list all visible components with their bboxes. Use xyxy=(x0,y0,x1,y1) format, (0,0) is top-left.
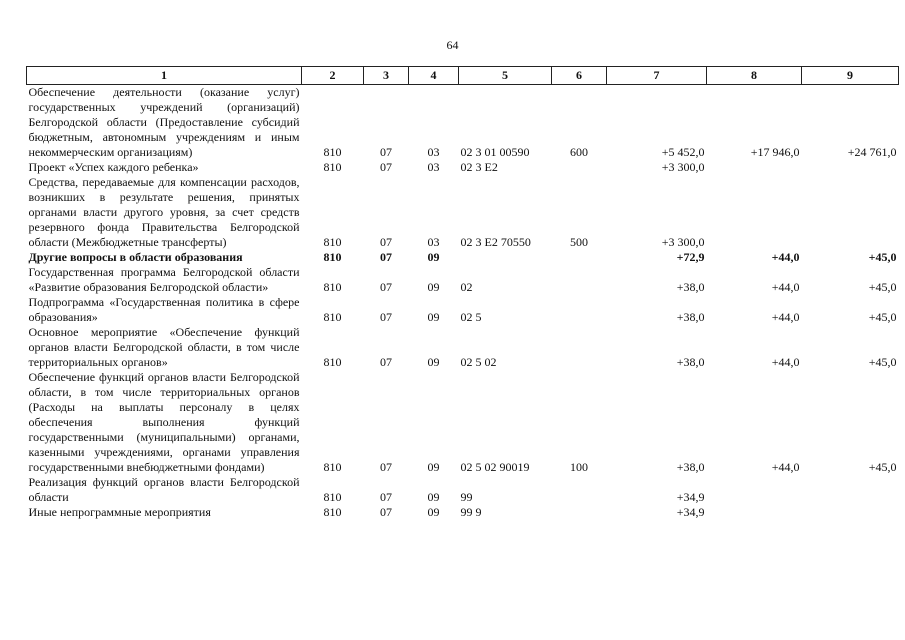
amount-year-3: +45,0 xyxy=(868,280,897,294)
expense-type-code xyxy=(552,265,607,295)
row-description: Другие вопросы в области образования xyxy=(28,250,243,264)
header-col-6: 6 xyxy=(552,67,607,85)
amount-year-3 xyxy=(802,505,899,520)
amount-year-2 xyxy=(707,175,802,250)
target-article-code: 02 3 E2 xyxy=(460,160,498,174)
subsection-code: 03 xyxy=(427,235,440,249)
table-row xyxy=(27,325,899,370)
table-row xyxy=(27,505,899,520)
table-row xyxy=(27,85,899,161)
target-article-code: 99 xyxy=(460,490,473,504)
target-article-code xyxy=(459,250,552,265)
expense-type-code: 100 xyxy=(570,460,588,474)
admin-code: 810 xyxy=(323,235,342,249)
section-code: 07 xyxy=(380,490,392,504)
amount-year-2: +44,0 xyxy=(771,250,800,264)
amount-year-3: +45,0 xyxy=(868,250,897,264)
row-description: Обеспечение функций органов власти Белгородской области, в том числе территориальных органов (Расходы на выплаты персоналу в целях обеспечения выполнения функций государственными (муниципальными) органами, казенными учреждениями, органами управления государственными внебюджетными фондами) xyxy=(28,370,300,474)
amount-year-2 xyxy=(707,505,802,520)
subsection-code: 09 xyxy=(427,250,440,264)
table-row xyxy=(27,475,899,505)
section-code: 07 xyxy=(380,235,392,249)
admin-code: 810 xyxy=(323,460,342,474)
table-header-row xyxy=(27,67,899,85)
table-row xyxy=(27,175,899,250)
amount-year-1: +3 300,0 xyxy=(661,235,705,249)
row-description: Проект «Успех каждого ребенка» xyxy=(28,160,199,174)
section-code: 07 xyxy=(380,505,392,519)
target-article-code: 02 5 xyxy=(460,310,482,324)
expense-type-code xyxy=(552,475,607,505)
amount-year-3: +45,0 xyxy=(868,460,897,474)
header-col-5: 5 xyxy=(459,67,552,85)
row-description: Иные непрограммные мероприятия xyxy=(28,505,211,519)
amount-year-3: +45,0 xyxy=(868,310,897,324)
expense-type-code: 500 xyxy=(570,235,588,249)
section-code: 07 xyxy=(380,145,392,159)
target-article-code: 02 5 02 90019 xyxy=(460,460,530,474)
header-col-7: 7 xyxy=(607,67,707,85)
admin-code: 810 xyxy=(323,160,342,174)
amount-year-2: +44,0 xyxy=(771,355,800,369)
amount-year-1: +38,0 xyxy=(676,280,705,294)
subsection-code: 09 xyxy=(427,505,440,519)
subsection-code: 09 xyxy=(427,355,440,369)
target-article-code: 02 xyxy=(460,280,473,294)
expense-type-code xyxy=(552,295,607,325)
amount-year-2: +17 946,0 xyxy=(750,145,800,159)
amount-year-3: +45,0 xyxy=(868,355,897,369)
subsection-code: 09 xyxy=(427,490,440,504)
admin-code: 810 xyxy=(323,250,342,264)
amount-year-3: +24 761,0 xyxy=(847,145,897,159)
row-description: Реализация функций органов власти Белгородской области xyxy=(28,475,300,504)
amount-year-1: +5 452,0 xyxy=(661,145,705,159)
row-description: Основное мероприятие «Обеспечение функций органов власти Белгородской области, в том числе территориальных органов» xyxy=(28,325,300,369)
section-code: 07 xyxy=(380,280,392,294)
amount-year-1: +38,0 xyxy=(676,355,705,369)
header-col-2: 2 xyxy=(302,67,364,85)
amount-year-1: +38,0 xyxy=(676,460,705,474)
header-col-3: 3 xyxy=(364,67,409,85)
subsection-code: 09 xyxy=(427,280,440,294)
table-row xyxy=(27,160,899,175)
row-description: Обеспечение деятельности (оказание услуг) государственных учреждений (организаций) Белгородской области (Предоставление субсидий бюджетным, автономным учреждениям и иным некоммерческим организациям) xyxy=(28,85,300,159)
admin-code: 810 xyxy=(323,505,342,519)
amount-year-1: +34,9 xyxy=(676,490,705,504)
table-row xyxy=(27,370,899,475)
expense-type-code xyxy=(552,325,607,370)
subsection-code: 09 xyxy=(427,310,440,324)
amount-year-1: +38,0 xyxy=(676,310,705,324)
amount-year-1: +3 300,0 xyxy=(661,160,705,174)
budget-table xyxy=(26,66,899,520)
page-number: 64 xyxy=(446,38,459,52)
admin-code: 810 xyxy=(323,490,342,504)
row-description: Государственная программа Белгородской области «Развитие образования Белгородской области» xyxy=(28,265,300,294)
table-row xyxy=(27,250,899,265)
amount-year-3 xyxy=(802,475,899,505)
target-article-code: 02 5 02 xyxy=(460,355,497,369)
amount-year-2: +44,0 xyxy=(771,460,800,474)
table-row xyxy=(27,295,899,325)
amount-year-3 xyxy=(802,175,899,250)
table-body xyxy=(27,85,899,521)
expense-type-code xyxy=(552,250,607,265)
row-description: Подпрограмма «Государственная политика в сфере образования» xyxy=(28,295,300,324)
section-code: 07 xyxy=(380,160,392,174)
subsection-code: 03 xyxy=(427,160,440,174)
amount-year-2 xyxy=(707,475,802,505)
section-code: 07 xyxy=(380,460,392,474)
subsection-code: 03 xyxy=(427,145,440,159)
target-article-code: 02 3 E2 70550 xyxy=(460,235,531,249)
amount-year-2 xyxy=(707,160,802,175)
amount-year-1: +34,9 xyxy=(676,505,705,519)
admin-code: 810 xyxy=(323,355,342,369)
admin-code: 810 xyxy=(323,145,342,159)
target-article-code: 02 3 01 00590 xyxy=(460,145,530,159)
header-col-8: 8 xyxy=(707,67,802,85)
admin-code: 810 xyxy=(323,310,342,324)
target-article-code: 99 9 xyxy=(460,505,482,519)
section-code: 07 xyxy=(380,355,392,369)
row-description: Средства, передаваемые для компенсации расходов, возникших в результате решения, принятых органами власти другого уровня, за счет средств резервного фонда Правительства Белгородской области (Межбюджетные трансферты) xyxy=(28,175,300,249)
expense-type-code xyxy=(552,505,607,520)
header-col-1: 1 xyxy=(27,67,302,85)
amount-year-3 xyxy=(802,160,899,175)
header-col-9: 9 xyxy=(802,67,899,85)
amount-year-2: +44,0 xyxy=(771,280,800,294)
section-code: 07 xyxy=(380,310,392,324)
expense-type-code xyxy=(552,160,607,175)
section-code: 07 xyxy=(380,250,392,264)
amount-year-2: +44,0 xyxy=(771,310,800,324)
amount-year-1: +72,9 xyxy=(676,250,705,264)
subsection-code: 09 xyxy=(427,460,440,474)
header-col-4: 4 xyxy=(409,67,459,85)
expense-type-code: 600 xyxy=(570,145,588,159)
admin-code: 810 xyxy=(323,280,342,294)
table-row xyxy=(27,265,899,295)
